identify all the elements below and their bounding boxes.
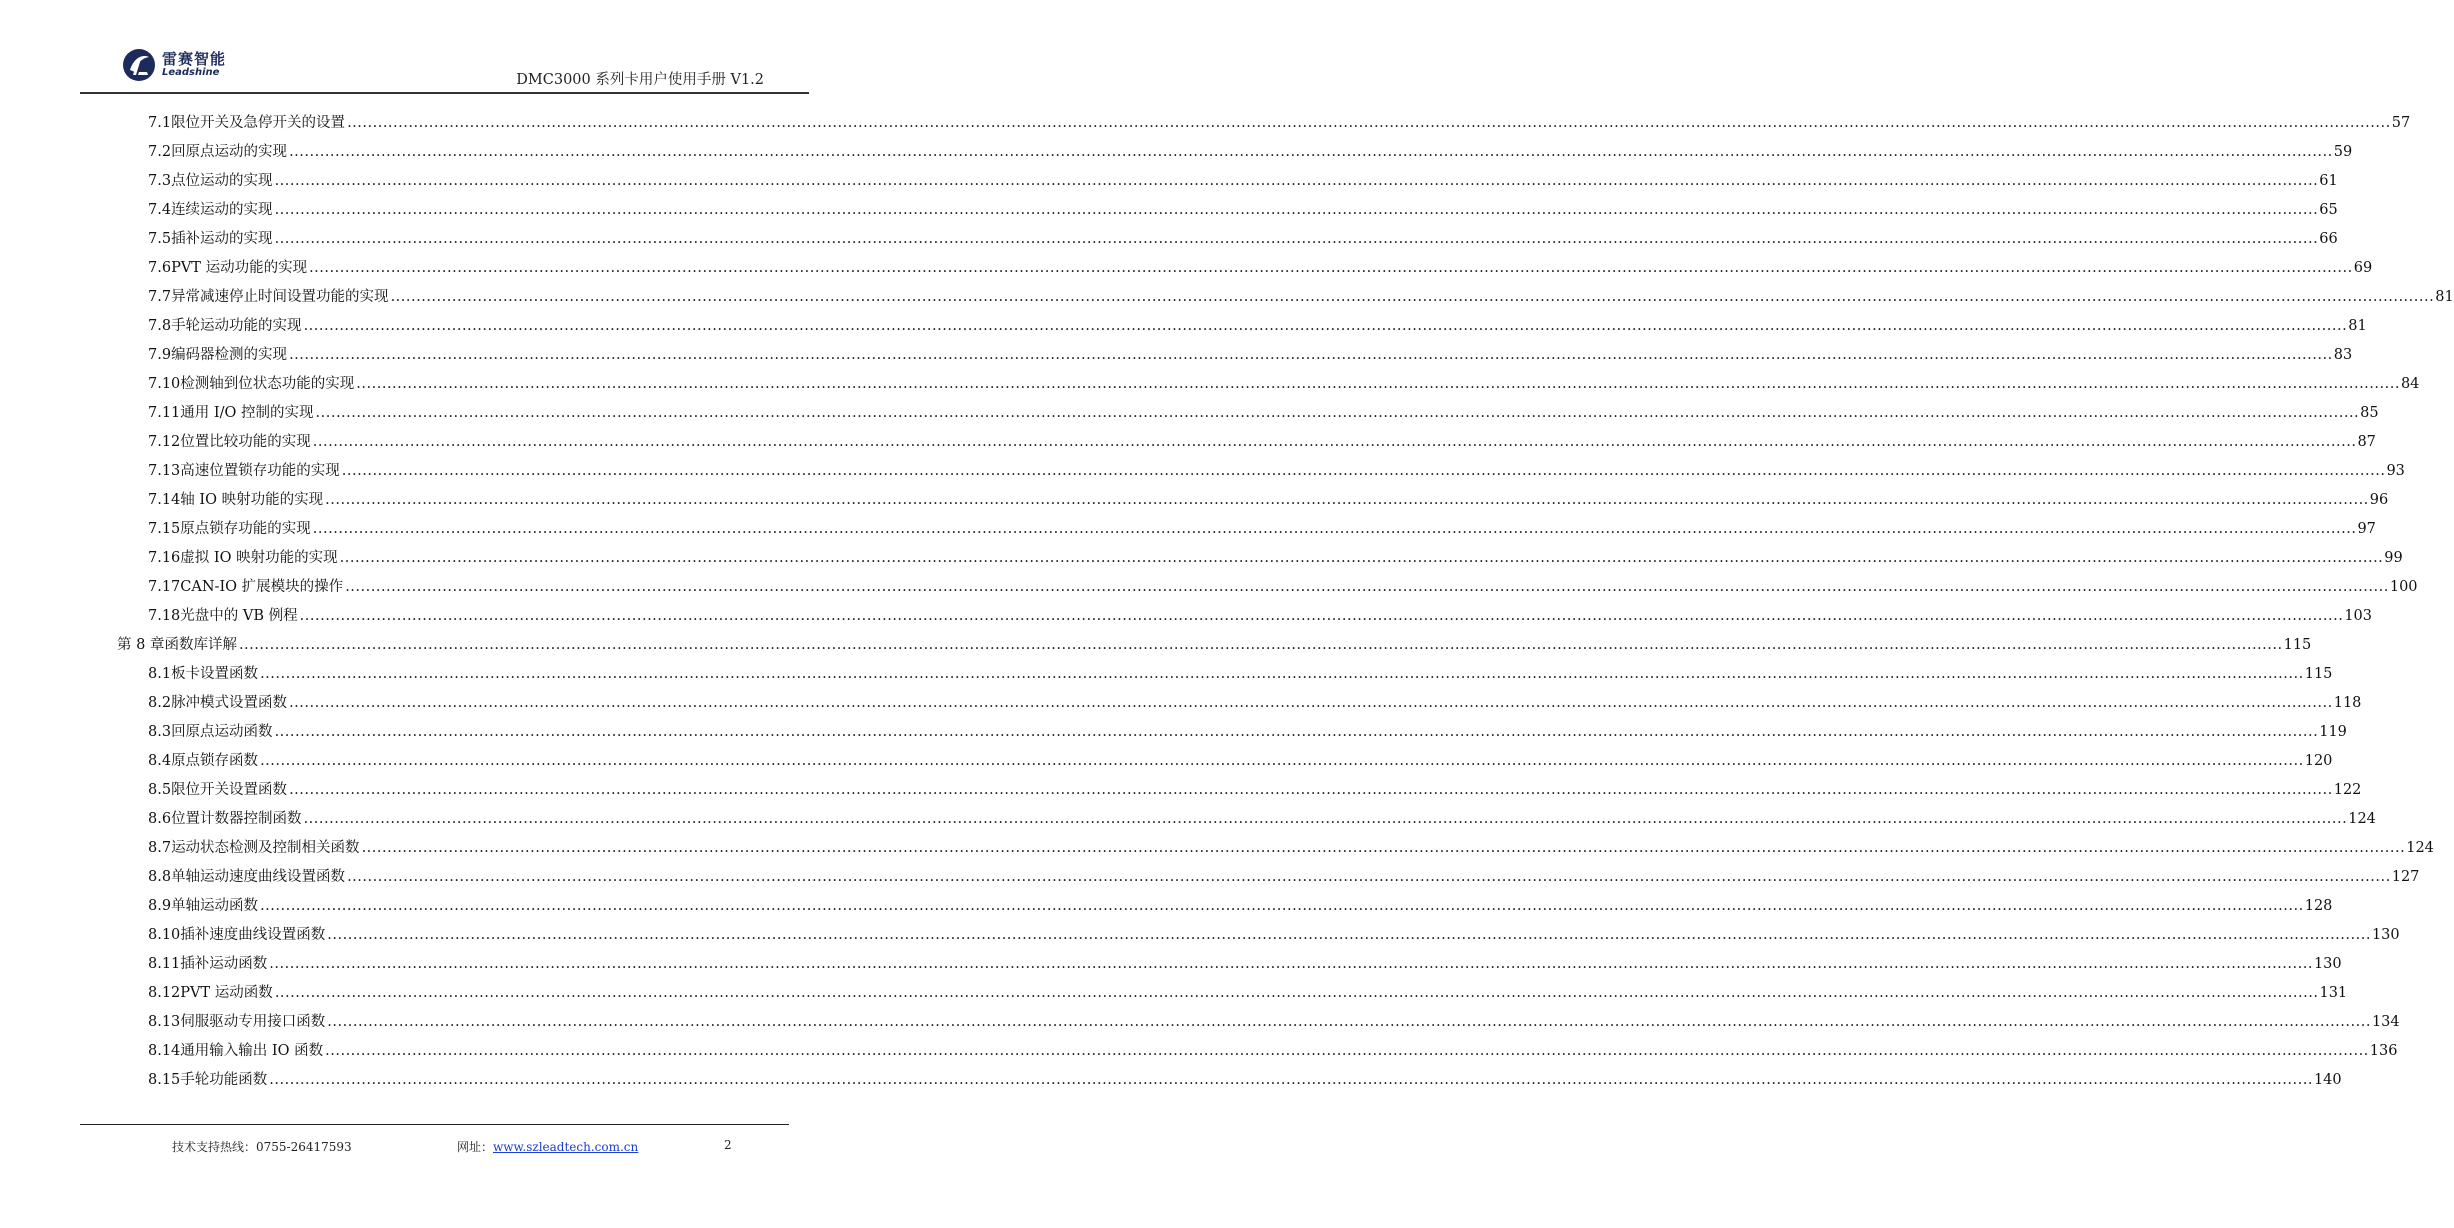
footer-divider <box>80 1124 789 1125</box>
toc-entry-number: 第 8 章 <box>117 637 165 653</box>
toc-entry-number: 7.4 <box>148 202 172 218</box>
toc-entry-number: 8.11 <box>148 956 181 972</box>
toc-entry-page: 136 <box>2369 1043 2398 1059</box>
toc-entry-title: 回原点运动的实现 <box>171 144 288 160</box>
toc-entry[interactable] <box>148 921 2400 950</box>
toc-entry-page: 65 <box>2319 202 2338 218</box>
toc-leader-dots: ................................................................................................................................................................................................................................................................................................................................................................................................................ <box>303 318 2348 334</box>
support-hotline: 技术支持热线：0755-26417593 <box>172 1140 352 1154</box>
toc-entry[interactable] <box>148 834 2434 863</box>
toc-leader-dots: ................................................................................................................................................................................................................................................................................................................................................................................................................ <box>312 521 2357 537</box>
toc-entry-page: 115 <box>2283 637 2312 653</box>
toc-entry-number: 8.12 <box>148 985 181 1001</box>
toc-entry-title: 板卡设置函数 <box>171 666 259 682</box>
toc-entry-number: 7.8 <box>148 318 172 334</box>
toc-entry-title: 插补运动的实现 <box>171 231 273 247</box>
toc-entry-title: 脉冲模式设置函数 <box>171 695 288 711</box>
toc-entry-page: 100 <box>2389 579 2418 595</box>
toc-entry-title: 异常减速停止时间设置功能的实现 <box>171 289 389 305</box>
toc-entry-page: 93 <box>2386 463 2405 479</box>
toc-entry-number: 8.3 <box>148 724 172 740</box>
toc-entry-number: 8.1 <box>148 666 172 682</box>
toc-entry-page: 57 <box>2391 115 2411 131</box>
toc-leader-dots: ................................................................................................................................................................................................................................................................................................................................................................................................................ <box>361 840 2406 856</box>
toc-leader-dots: ................................................................................................................................................................................................................................................................................................................................................................................................................ <box>260 753 2304 769</box>
toc-leader-dots: ................................................................................................................................................................................................................................................................................................................................................................................................................ <box>327 1014 2371 1030</box>
toc-entry[interactable] <box>148 602 2372 631</box>
toc-entry-page: 119 <box>2319 724 2347 740</box>
toc-entry-number: 8.9 <box>148 898 172 914</box>
toc-entry-page: 115 <box>2304 666 2333 682</box>
toc-entry-title: 伺服驱动专用接口函数 <box>180 1014 326 1030</box>
toc-entry[interactable] <box>148 1008 2400 1037</box>
toc-entry-page: 69 <box>2353 260 2373 276</box>
header-divider <box>80 92 809 94</box>
toc-entry[interactable] <box>148 892 2333 921</box>
toc-entry-title: 位置比较功能的实现 <box>180 434 311 450</box>
toc-leader-dots: ................................................................................................................................................................................................................................................................................................................................................................................................................ <box>356 376 2400 392</box>
toc-entry-title: 限位开关设置函数 <box>171 782 288 798</box>
toc-entry-number: 7.10 <box>148 376 181 392</box>
toc-entry-title: 单轴运动函数 <box>171 898 259 914</box>
toc-entry-page: 130 <box>2371 927 2400 943</box>
toc-entry[interactable] <box>148 283 2454 312</box>
toc-entry[interactable] <box>148 138 2353 167</box>
toc-entry-number: 8.6 <box>148 811 172 827</box>
toc-entry-number: 8.15 <box>148 1072 181 1088</box>
toc-entry-page: 127 <box>2391 869 2420 885</box>
toc-entry-number: 8.7 <box>148 840 172 856</box>
toc-leader-dots: ................................................................................................................................................................................................................................................................................................................................................................................................................ <box>325 1043 2369 1059</box>
toc-entry-number: 7.5 <box>148 231 172 247</box>
toc-entry[interactable] <box>148 544 2403 573</box>
toc-entry-title: 单轴运动速度曲线设置函数 <box>171 869 346 885</box>
toc-entry-page: 122 <box>2333 782 2362 798</box>
toc-leader-dots: ................................................................................................................................................................................................................................................................................................................................................................................................................ <box>260 666 2304 682</box>
toc-entry-title: 位置计数器控制函数 <box>171 811 302 827</box>
toc-entry[interactable] <box>148 399 2379 428</box>
toc-entry[interactable] <box>148 341 2353 370</box>
toc-entry-page: 124 <box>2406 840 2434 856</box>
toc-entry-number: 7.6 <box>148 260 172 276</box>
logo-english-text: Leadshine <box>162 67 220 78</box>
toc-leader-dots: ................................................................................................................................................................................................................................................................................................................................................................................................................ <box>274 173 2319 189</box>
toc-entry[interactable] <box>148 428 2376 457</box>
document-title: DMC3000 系列卡用户使用手册 V1.2 <box>516 72 764 88</box>
toc-entry[interactable] <box>148 776 2362 805</box>
toc-entry-title: 手轮功能函数 <box>180 1072 268 1088</box>
toc-entry-page: 81 <box>2348 318 2367 334</box>
toc-entry[interactable] <box>148 660 2333 689</box>
toc-entry[interactable] <box>148 254 2373 283</box>
leadshine-logo-icon <box>122 48 156 82</box>
toc-entry-title: 编码器检测的实现 <box>171 347 288 363</box>
toc-entry[interactable] <box>148 1066 2342 1095</box>
toc-entry-page: 131 <box>2319 985 2348 1001</box>
toc-entry[interactable] <box>148 167 2338 196</box>
toc-leader-dots: ................................................................................................................................................................................................................................................................................................................................................................................................................ <box>347 869 2391 885</box>
toc-entry[interactable] <box>148 950 2342 979</box>
toc-leader-dots: ................................................................................................................................................................................................................................................................................................................................................................................................................ <box>274 724 2319 740</box>
toc-leader-dots: ................................................................................................................................................................................................................................................................................................................................................................................................................ <box>289 144 2333 160</box>
toc-entry-title: 光盘中的 VB 例程 <box>180 608 298 624</box>
toc-entry-number: 7.9 <box>148 347 172 363</box>
toc-entry[interactable] <box>148 979 2348 1008</box>
toc-entry[interactable] <box>148 718 2347 747</box>
toc-entry[interactable] <box>148 109 2411 138</box>
toc-leader-dots: ................................................................................................................................................................................................................................................................................................................................................................................................................ <box>303 811 2348 827</box>
toc-entry[interactable] <box>148 805 2376 834</box>
toc-leader-dots: ................................................................................................................................................................................................................................................................................................................................................................................................................ <box>339 550 2384 566</box>
toc-entry-title: 轴 IO 映射功能的实现 <box>180 492 324 508</box>
toc-entry-title: CAN-IO 扩展模块的操作 <box>180 579 344 595</box>
toc-entry-title: 虚拟 IO 映射功能的实现 <box>180 550 338 566</box>
website-link[interactable]: www.szleadtech.com.cn <box>493 1140 639 1154</box>
toc-entry[interactable] <box>148 863 2420 892</box>
toc-entry-number: 7.13 <box>148 463 181 479</box>
toc-entry-page: 84 <box>2400 376 2420 392</box>
toc-entry[interactable] <box>148 573 2418 602</box>
toc-entry-page: 85 <box>2360 405 2379 421</box>
toc-leader-dots: ................................................................................................................................................................................................................................................................................................................................................................................................................ <box>238 637 2283 653</box>
toc-entry-page: 81 <box>2435 289 2454 305</box>
toc-entry-title: 原点锁存函数 <box>171 753 259 769</box>
toc-entry-page: 59 <box>2333 144 2353 160</box>
toc-entry-number: 7.7 <box>148 289 172 305</box>
toc-entry-page: 134 <box>2371 1014 2400 1030</box>
toc-entry-page: 87 <box>2357 434 2376 450</box>
toc-entry-title: 原点锁存功能的实现 <box>180 521 311 537</box>
toc-leader-dots: ................................................................................................................................................................................................................................................................................................................................................................................................................ <box>347 115 2391 131</box>
toc-entry-number: 7.3 <box>148 173 172 189</box>
toc-entry-title: 回原点运动函数 <box>171 724 273 740</box>
toc-entry-page: 96 <box>2369 492 2389 508</box>
toc-entry-page: 61 <box>2319 173 2338 189</box>
toc-leader-dots: ................................................................................................................................................................................................................................................................................................................................................................................................................ <box>345 579 2389 595</box>
website <box>457 1138 638 1155</box>
toc-entry[interactable] <box>148 312 2367 341</box>
toc-leader-dots: ................................................................................................................................................................................................................................................................................................................................................................................................................ <box>327 927 2371 943</box>
toc-entry-page: 118 <box>2333 695 2362 711</box>
toc-entry-title: PVT 运动功能的实现 <box>171 260 308 276</box>
toc-leader-dots: ................................................................................................................................................................................................................................................................................................................................................................................................................ <box>289 782 2333 798</box>
toc-leader-dots: ................................................................................................................................................................................................................................................................................................................................................................................................................ <box>274 985 2319 1001</box>
toc-entry[interactable] <box>148 196 2338 225</box>
toc-leader-dots: ................................................................................................................................................................................................................................................................................................................................................................................................................ <box>269 1072 2313 1088</box>
toc-entry-number: 7.17 <box>148 579 181 595</box>
toc-entry-page: 103 <box>2344 608 2372 624</box>
toc-leader-dots: ................................................................................................................................................................................................................................................................................................................................................................................................................ <box>274 231 2319 247</box>
toc-leader-dots: ................................................................................................................................................................................................................................................................................................................................................................................................................ <box>312 434 2357 450</box>
toc-entry-title: 检测轴到位状态功能的实现 <box>180 376 355 392</box>
toc-entry-number: 7.14 <box>148 492 181 508</box>
toc-entry-page: 120 <box>2304 753 2333 769</box>
toc-leader-dots: ................................................................................................................................................................................................................................................................................................................................................................................................................ <box>274 202 2319 218</box>
toc-entry-page: 124 <box>2348 811 2376 827</box>
toc-entry-page: 97 <box>2357 521 2376 537</box>
toc-entry-number: 8.14 <box>148 1043 181 1059</box>
toc-entry-number: 7.11 <box>148 405 181 421</box>
toc-entry-title: 限位开关及急停开关的设置 <box>171 115 346 131</box>
toc-entry[interactable] <box>148 225 2338 254</box>
website-label: 网址： <box>457 1140 494 1154</box>
toc-entry-title: PVT 运动函数 <box>180 985 273 1001</box>
toc-entry-title: 通用 I/O 控制的实现 <box>180 405 314 421</box>
toc-entry-number: 8.8 <box>148 869 172 885</box>
toc-entry[interactable] <box>117 631 2312 660</box>
toc-entry-number: 7.16 <box>148 550 181 566</box>
toc-entry-number: 8.5 <box>148 782 172 798</box>
toc-entry-title: 连续运动的实现 <box>171 202 273 218</box>
toc-entry-title: 运动状态检测及控制相关函数 <box>171 840 360 856</box>
toc-entry-title: 插补速度曲线设置函数 <box>180 927 326 943</box>
toc-leader-dots: ................................................................................................................................................................................................................................................................................................................................................................................................................ <box>299 608 2344 624</box>
toc-entry-title: 手轮运动功能的实现 <box>171 318 302 334</box>
toc-entry[interactable] <box>148 486 2389 515</box>
toc-leader-dots: ................................................................................................................................................................................................................................................................................................................................................................................................................ <box>289 347 2333 363</box>
toc-leader-dots: ................................................................................................................................................................................................................................................................................................................................................................................................................ <box>341 463 2386 479</box>
toc-entry-page: 83 <box>2333 347 2353 363</box>
toc-entry[interactable] <box>148 370 2420 399</box>
toc-entry[interactable] <box>148 515 2376 544</box>
toc-entry-title: 函数库详解 <box>164 637 237 653</box>
company-logo <box>122 46 232 86</box>
toc-entry-number: 7.1 <box>148 115 172 131</box>
toc-leader-dots: ................................................................................................................................................................................................................................................................................................................................................................................................................ <box>289 695 2333 711</box>
toc-entry-title: 高速位置锁存功能的实现 <box>180 463 340 479</box>
toc-entry-page: 140 <box>2313 1072 2342 1088</box>
toc-entry[interactable] <box>148 689 2362 718</box>
toc-entry-number: 8.10 <box>148 927 181 943</box>
toc-entry-number: 7.15 <box>148 521 181 537</box>
toc-entry[interactable] <box>148 1037 2398 1066</box>
toc-leader-dots: ................................................................................................................................................................................................................................................................................................................................................................................................................ <box>325 492 2369 508</box>
page-number: 2 <box>724 1138 732 1152</box>
toc-leader-dots: ................................................................................................................................................................................................................................................................................................................................................................................................................ <box>315 405 2360 421</box>
toc-entry-page: 130 <box>2313 956 2342 972</box>
toc-entry-number: 8.13 <box>148 1014 181 1030</box>
toc-entry-number: 8.2 <box>148 695 172 711</box>
toc-leader-dots: ................................................................................................................................................................................................................................................................................................................................................................................................................ <box>390 289 2435 305</box>
toc-entry-title: 通用输入输出 IO 函数 <box>180 1043 324 1059</box>
toc-leader-dots: ................................................................................................................................................................................................................................................................................................................................................................................................................ <box>260 898 2304 914</box>
toc-entry[interactable] <box>148 747 2333 776</box>
toc-entry[interactable] <box>148 457 2405 486</box>
toc-entry-title: 点位运动的实现 <box>171 173 273 189</box>
toc-entry-number: 8.4 <box>148 753 172 769</box>
page-header <box>0 0 869 100</box>
toc-entry-page: 66 <box>2319 231 2338 247</box>
toc-entry-title: 插补运动函数 <box>180 956 268 972</box>
toc-entry-number: 7.18 <box>148 608 181 624</box>
toc-leader-dots: ................................................................................................................................................................................................................................................................................................................................................................................................................ <box>309 260 2353 276</box>
toc-entry-page: 99 <box>2384 550 2403 566</box>
toc-entry-number: 7.2 <box>148 144 172 160</box>
logo-chinese-text: 雷赛智能 <box>162 50 227 68</box>
toc-leader-dots: ................................................................................................................................................................................................................................................................................................................................................................................................................ <box>269 956 2313 972</box>
toc-entry-number: 7.12 <box>148 434 181 450</box>
toc-entry-page: 128 <box>2304 898 2333 914</box>
